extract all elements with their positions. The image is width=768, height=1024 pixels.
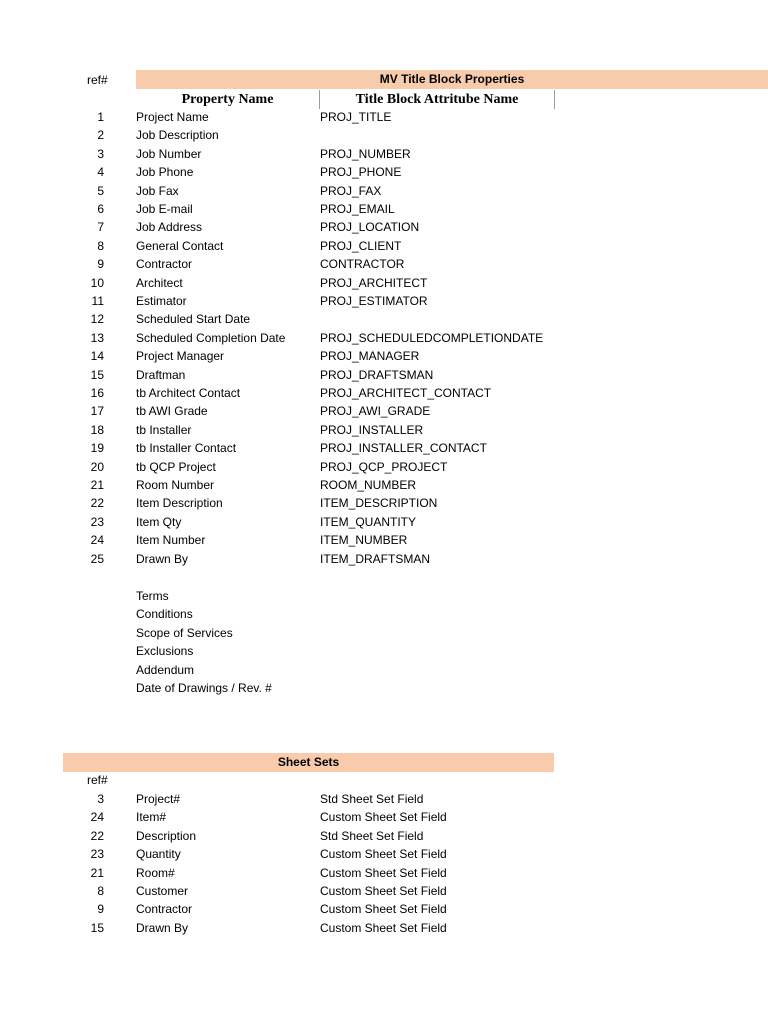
- list-item: [0, 624, 768, 642]
- property-name: Room Number: [136, 478, 215, 492]
- table-row: [0, 421, 768, 439]
- ref-number: 14: [90, 349, 104, 364]
- sheet-set-property: Quantity: [136, 847, 181, 862]
- title-block-banner: MV Title Block Properties: [136, 70, 768, 89]
- property-name: Draftman: [136, 367, 186, 382]
- table-row: [0, 808, 768, 826]
- ref-number: 20: [90, 459, 104, 474]
- table-row: [0, 218, 768, 236]
- attribute-name: PROJ_CLIENT: [320, 238, 402, 253]
- property-name: tb AWI Grade: [136, 404, 208, 419]
- table-row: [0, 200, 768, 218]
- ref-number: 23: [90, 514, 104, 529]
- table-row: [0, 347, 768, 365]
- property-name: Job Phone: [136, 165, 194, 180]
- property-name-header: Property Name: [181, 92, 274, 107]
- property-name: Contractor: [136, 257, 193, 272]
- extra-item-label: Date of Drawings / Rev. #: [136, 681, 272, 695]
- ref-number: 22: [90, 496, 104, 511]
- attribute-name: CONTRACTOR: [320, 257, 405, 272]
- property-name: Job Number: [136, 146, 202, 161]
- table-row: [0, 163, 768, 181]
- table-row: [0, 476, 768, 494]
- sheet-set-field-type: Custom Sheet Set Field: [320, 810, 447, 825]
- list-item: [0, 679, 768, 697]
- ref-number: 3: [97, 146, 104, 161]
- sheet-set-field-type: Custom Sheet Set Field: [320, 865, 447, 880]
- sheet-set-field-type: Std Sheet Set Field: [320, 828, 424, 843]
- table-row: [0, 145, 768, 163]
- property-name: tb Installer: [136, 422, 192, 437]
- sheet-set-field-type: Custom Sheet Set Field: [320, 920, 447, 935]
- attribute-name-header: Title Block Attritube Name: [355, 92, 519, 107]
- property-name: Job Description: [136, 128, 219, 143]
- property-name: Item Number: [136, 533, 206, 548]
- extra-item-label: Scope of Services: [136, 625, 233, 640]
- property-name: Scheduled Start Date: [136, 312, 251, 327]
- table-row: [0, 237, 768, 255]
- attribute-name: PROJ_NUMBER: [320, 146, 411, 161]
- attribute-name: PROJ_TITLE: [320, 110, 392, 124]
- ref-number: 22: [90, 828, 104, 843]
- property-name: tb Installer Contact: [136, 441, 237, 456]
- ref-number: 5: [97, 183, 104, 198]
- attribute-name: PROJ_INSTALLER: [320, 422, 424, 437]
- attribute-name: ITEM_NUMBER: [320, 533, 408, 548]
- list-item: [0, 605, 768, 623]
- ref-number: 7: [97, 220, 104, 235]
- property-name: Scheduled Completion Date: [136, 330, 286, 345]
- ref-number: 18: [90, 422, 104, 437]
- sheet-set-property: Project#: [136, 792, 181, 806]
- ref-number: 1: [97, 110, 104, 124]
- attribute-name: ITEM_QUANTITY: [320, 514, 417, 529]
- ref-number: 8: [97, 884, 104, 898]
- property-name: Project Name: [136, 110, 209, 124]
- property-name: tb Architect Contact: [136, 386, 241, 400]
- property-name: Job Address: [136, 220, 203, 235]
- attribute-name: PROJ_ARCHITECT_CONTACT: [320, 386, 492, 400]
- table-row: [0, 900, 768, 918]
- attribute-name: PROJ_SCHEDULEDCOMPLETIONDATE: [320, 330, 544, 345]
- table-row: [0, 919, 768, 937]
- attribute-name: ITEM_DRAFTSMAN: [320, 551, 431, 566]
- ref-number: 15: [90, 920, 104, 935]
- table-row: [0, 126, 768, 144]
- list-item: [0, 661, 768, 679]
- ref-number: 3: [97, 792, 104, 806]
- sheet-set-field-type: Custom Sheet Set Field: [320, 902, 447, 917]
- ref-number: 10: [90, 275, 104, 290]
- table-row: [0, 439, 768, 457]
- table-row: [0, 274, 768, 292]
- ref-number: 25: [90, 551, 104, 566]
- ref-number: 8: [97, 238, 104, 253]
- attribute-name: ROOM_NUMBER: [320, 478, 417, 492]
- ref-number: 4: [97, 165, 104, 180]
- property-name: Project Manager: [136, 349, 225, 364]
- table-row: [0, 329, 768, 347]
- sheet-set-property: Contractor: [136, 902, 193, 917]
- table-row: [0, 790, 768, 808]
- property-name: Job E-mail: [136, 202, 193, 216]
- sheet-set-property: Description: [136, 828, 197, 843]
- header-divider: [554, 90, 555, 109]
- table-row: [0, 513, 768, 531]
- attribute-name: PROJ_MANAGER: [320, 349, 420, 364]
- table-row: [0, 827, 768, 845]
- attribute-name: PROJ_DRAFTSMAN: [320, 367, 434, 382]
- table-row: [0, 402, 768, 420]
- extra-item-label: Addendum: [136, 662, 195, 677]
- property-name: tb QCP Project: [136, 459, 216, 474]
- sheet-set-property: Drawn By: [136, 920, 189, 935]
- ref-number: 15: [90, 367, 104, 382]
- attribute-name: PROJ_LOCATION: [320, 220, 420, 235]
- ref-number: 23: [90, 847, 104, 862]
- ref-column-header: ref#: [87, 773, 108, 787]
- ref-column-header: ref#: [87, 73, 108, 87]
- sheet-set-property: Customer: [136, 884, 189, 898]
- attribute-name: PROJ_ESTIMATOR: [320, 294, 428, 308]
- list-item: [0, 587, 768, 605]
- attribute-name: PROJ_EMAIL: [320, 202, 395, 216]
- sheet-set-field-type: Std Sheet Set Field: [320, 792, 424, 806]
- table-row: [0, 494, 768, 512]
- table-row: [0, 384, 768, 402]
- attribute-name: PROJ_ARCHITECT: [320, 275, 428, 290]
- extra-item-label: Terms: [136, 589, 169, 603]
- table-row: [0, 550, 768, 568]
- table-row: [0, 292, 768, 310]
- property-name: Item Description: [136, 496, 223, 511]
- table-row: [0, 310, 768, 328]
- table-row: [0, 531, 768, 549]
- table-row: [0, 366, 768, 384]
- attribute-name: PROJ_AWI_GRADE: [320, 404, 431, 419]
- ref-number: 24: [90, 533, 104, 548]
- ref-number: 12: [90, 312, 104, 327]
- ref-number: 9: [97, 257, 104, 272]
- ref-number: 13: [90, 330, 104, 345]
- table-row: [0, 182, 768, 200]
- list-item: [0, 642, 768, 660]
- sheet-set-field-type: Custom Sheet Set Field: [320, 847, 447, 862]
- ref-number: 9: [97, 902, 104, 917]
- extra-item-label: Conditions: [136, 607, 193, 622]
- attribute-name: ITEM_DESCRIPTION: [320, 496, 438, 511]
- ref-number: 2: [97, 128, 104, 143]
- table-row: [0, 882, 768, 900]
- property-name: Item Qty: [136, 514, 182, 529]
- property-name: Drawn By: [136, 551, 189, 566]
- attribute-name: PROJ_FAX: [320, 183, 382, 198]
- table-row: [0, 864, 768, 882]
- ref-number: 17: [90, 404, 104, 419]
- ref-number: 24: [90, 810, 104, 825]
- property-name: Architect: [136, 275, 183, 290]
- property-name: General Contact: [136, 238, 224, 253]
- table-row: [0, 255, 768, 273]
- property-name: Job Fax: [136, 183, 179, 198]
- ref-number: 11: [91, 294, 104, 308]
- sheet-sets-banner: Sheet Sets: [63, 753, 554, 772]
- sheet-set-property: Room#: [136, 865, 175, 880]
- extra-item-label: Exclusions: [136, 644, 194, 659]
- property-name: Estimator: [136, 294, 187, 308]
- table-row: [0, 108, 768, 126]
- ref-number: 19: [90, 441, 104, 456]
- ref-number: 21: [90, 478, 104, 492]
- ref-number: 21: [90, 865, 104, 880]
- sheet-set-property: Item#: [136, 810, 167, 825]
- attribute-name: PROJ_QCP_PROJECT: [320, 459, 448, 474]
- sheet-set-field-type: Custom Sheet Set Field: [320, 884, 447, 898]
- ref-number: 6: [97, 202, 104, 216]
- table-row: [0, 845, 768, 863]
- table-row: [0, 458, 768, 476]
- attribute-name: PROJ_INSTALLER_CONTACT: [320, 441, 487, 456]
- attribute-name: PROJ_PHONE: [320, 165, 402, 180]
- ref-number: 16: [90, 386, 104, 400]
